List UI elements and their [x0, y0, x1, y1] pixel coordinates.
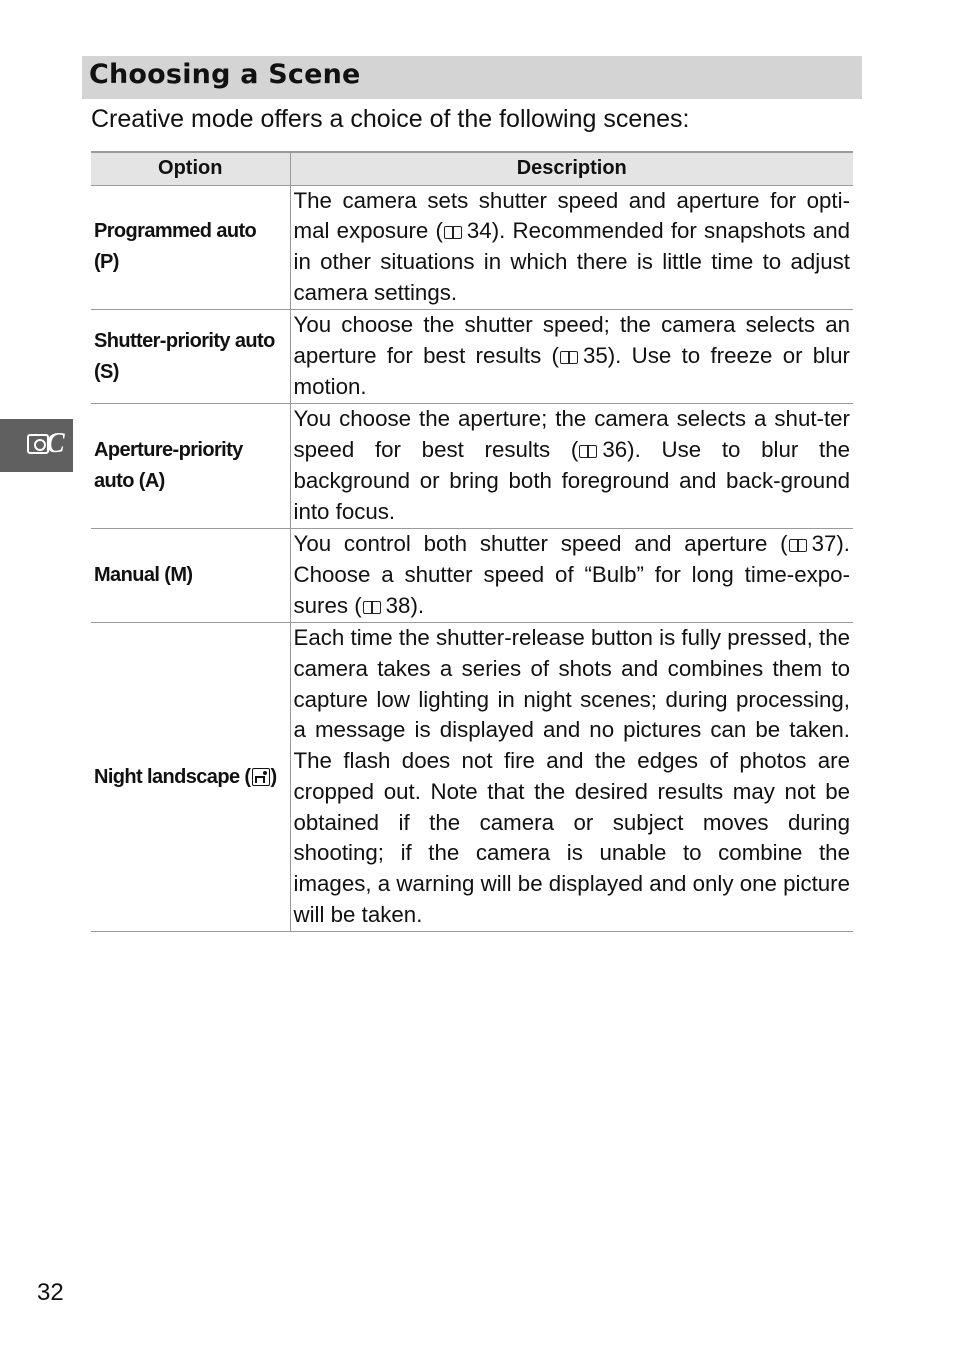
- table-row: [91, 404, 853, 529]
- table-header-row: [91, 152, 853, 185]
- book-reference-icon: [362, 600, 382, 614]
- scene-table: [91, 151, 853, 932]
- page-title: Choosing a Scene: [89, 59, 361, 90]
- description-text: 34). Recommended for snapshots and in other situations in which there is little time to adjust camera settings.: [293, 218, 850, 305]
- option-label: Night landscape (: [94, 765, 251, 788]
- description-text: The camera sets shutter speed and aperture for opti-mal exposure (: [293, 187, 850, 244]
- book-reference-icon: [578, 444, 598, 458]
- night-landscape-icon: [252, 768, 270, 786]
- option-programmed-auto: Programmed auto (P): [91, 185, 290, 310]
- description-text: You control both shutter speed and aperture (: [293, 531, 788, 557]
- book-reference-icon: [443, 225, 463, 239]
- option-label: ): [270, 765, 277, 788]
- header-description: Description: [290, 152, 853, 185]
- book-reference-icon: [559, 350, 579, 364]
- option-manual: Manual (M): [91, 529, 290, 623]
- side-tab-letter: C: [46, 428, 65, 459]
- section-heading-bar: [82, 56, 862, 99]
- table-row: [91, 529, 853, 623]
- intro-text: Creative mode offers a choice of the following scenes:: [91, 105, 690, 133]
- description-programmed-auto: [290, 185, 853, 310]
- description-night-landscape: Each time the shutter-release button is fully pressed, the camera takes a series of shots and combines them to capture low lighting in night scenes; during processing, a message is displayed and no pictures can be taken. The flash does not fire and the edges of photos are cropped out. Note that the desired results may not be obtained if the camera or subject moves during shooting; if the camera is unable to combine the images, a warning will be displayed and only one picture will be taken.: [290, 623, 853, 932]
- book-reference-icon: [788, 538, 808, 552]
- option-shutter-priority-auto: Shutter-priority auto (S): [91, 310, 290, 404]
- option-night-landscape: [91, 623, 290, 932]
- table-row: [91, 623, 853, 932]
- description-text: 37). Choose a shutter speed of “Bulb” for long time-expo-sures (: [293, 531, 850, 618]
- description-text: 35). Use to freeze or blur motion.: [293, 343, 850, 399]
- description-shutter-priority-auto: [290, 310, 853, 404]
- description-text: 38).: [385, 592, 425, 618]
- description-manual: [290, 529, 853, 623]
- description-aperture-priority-auto: [290, 404, 853, 529]
- description-text: You choose the aperture; the camera selects a shut-ter speed for best results (: [293, 406, 850, 463]
- option-aperture-priority-auto: Aperture-priority auto (A): [91, 404, 290, 529]
- table-row: [91, 310, 853, 404]
- description-text: You choose the shutter speed; the camera selects an aperture for best results (: [293, 312, 850, 369]
- chapter-side-tab: [0, 419, 73, 472]
- header-option: Option: [91, 152, 290, 185]
- table-row: [91, 185, 853, 310]
- description-text: 36). Use to blur the background or bring both foreground and back-ground into focus.: [293, 437, 851, 524]
- page-number: 32: [37, 1279, 64, 1306]
